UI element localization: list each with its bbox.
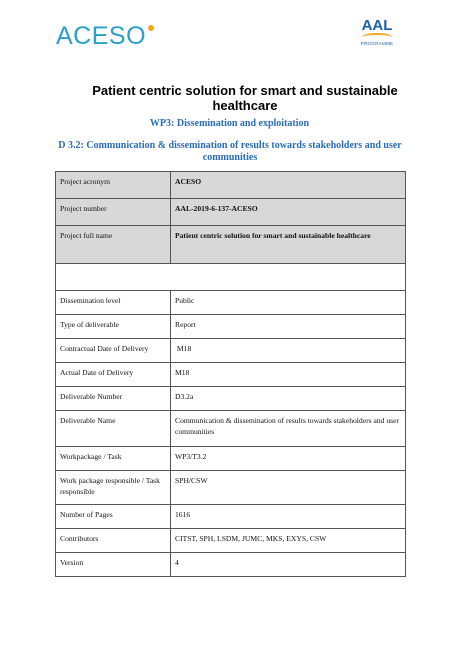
aal-logo-text: AAL (361, 17, 393, 34)
table-row (56, 339, 406, 363)
row-label: Project full name (56, 226, 171, 264)
row-label: Version (56, 553, 171, 577)
row-label: Type of deliverable (56, 315, 171, 339)
row-value: M18 (171, 339, 406, 363)
deliverable-info-table (55, 171, 406, 577)
row-value: Public (171, 291, 406, 315)
row-label: Deliverable Name (56, 411, 171, 447)
row-label: Contributors (56, 529, 171, 553)
row-value: 4 (171, 553, 406, 577)
row-value: Communication & dissemination of results towards stakeholders and user communities (171, 411, 406, 447)
row-label: Work package responsible / Task responsible (56, 471, 171, 505)
aal-logo-subtext: PROGRAMME (360, 41, 394, 46)
row-label: Number of Pages (56, 505, 171, 529)
table-row (56, 291, 406, 315)
row-value: 1616 (171, 505, 406, 529)
row-value: D3.2a (171, 387, 406, 411)
logo-dot-icon (148, 25, 154, 31)
table-row (56, 505, 406, 529)
row-label: Deliverable Number (56, 387, 171, 411)
table-row (56, 199, 406, 226)
row-label: Dissemination level (56, 291, 171, 315)
table-row (56, 529, 406, 553)
row-label: Actual Date of Delivery (56, 363, 171, 387)
row-label: Project acronym (56, 172, 171, 199)
table-row (56, 411, 406, 447)
row-value: AAL-2019-6-137-ACESO (171, 199, 406, 226)
deliverable-heading: D 3.2: Communication & dissemination of results towards stakeholders and user communities (58, 140, 402, 163)
row-value: Patient centric solution for smart and sustainable healthcare (171, 226, 406, 264)
spacer-row (56, 264, 406, 291)
aceso-logo (56, 22, 154, 51)
table-row (56, 315, 406, 339)
workpackage-heading: WP3: Dissemination and exploitation (149, 118, 310, 129)
empty-cell (56, 264, 406, 291)
aal-arc-icon (362, 33, 392, 41)
row-value: WP3/T3.2 (171, 447, 406, 471)
table-row (56, 363, 406, 387)
table-row (56, 172, 406, 199)
table-row (56, 387, 406, 411)
row-label: Workpackage / Task (56, 447, 171, 471)
aceso-logo-text: ACESO (56, 22, 147, 50)
aal-programme-logo (352, 18, 402, 46)
document-title: Patient centric solution for smart and sustainable healthcare (92, 83, 398, 113)
table-row (56, 553, 406, 577)
row-value: ACESO (171, 172, 406, 199)
row-value: Report (171, 315, 406, 339)
table-row (56, 471, 406, 505)
table-row (56, 447, 406, 471)
row-value: SPH/CSW (171, 471, 406, 505)
row-value: CITST, SPH, LSDM, JUMC, MKS, EXYS, CSW (171, 529, 406, 553)
row-label: Contractual Date of Delivery (56, 339, 171, 363)
row-label: Project number (56, 199, 171, 226)
table-row (56, 226, 406, 264)
row-value: M18 (171, 363, 406, 387)
